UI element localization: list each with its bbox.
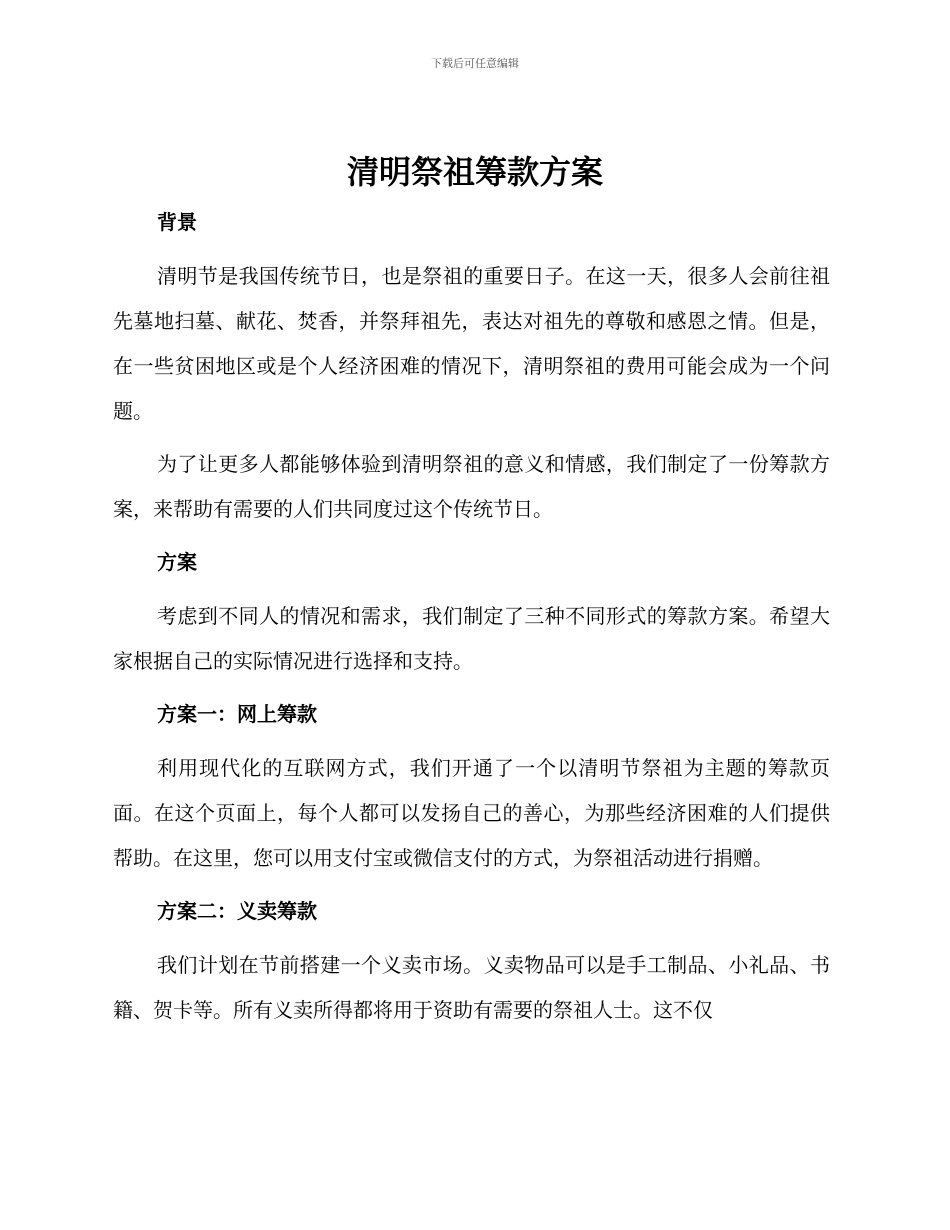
- paragraph: 利用现代化的互联网方式，我们开通了一个以清明节祭祖为主题的筹款页面。在这个页面上，每个人都可以发扬自己的善心，为那些经济困难的人们提供帮助。在这里，您可以用支付宝或微信支付的方式，为祭祖活动进行捐赠。: [113, 756, 830, 870]
- section-background: [113, 200, 830, 532]
- paragraph: 我们计划在节前搭建一个义卖市场。义卖物品可以是手工制品、小礼品、书籍、贺卡等。所有义卖所得都将用于资助有需要的祭祖人士。这不仅: [113, 953, 830, 1022]
- section-heading: 背景: [157, 210, 197, 234]
- document-title: 清明祭祖筹款方案: [346, 153, 603, 191]
- section-heading: 方案二：义卖筹款: [157, 899, 317, 923]
- paragraph: 考虑到不同人的情况和需求，我们制定了三种不同形式的筹款方案。希望大家根据自己的实际情况进行选择和支持。: [113, 604, 830, 673]
- document-body: [113, 200, 830, 1033]
- section-plan: [113, 540, 830, 684]
- section-heading: 方案: [157, 550, 197, 574]
- section-heading: 方案一：网上筹款: [157, 702, 317, 726]
- section-plan-two: [113, 889, 830, 1033]
- section-plan-one: [113, 692, 830, 881]
- page-header-note: 下载后可任意编辑: [431, 57, 519, 70]
- paragraph: 为了让更多人都能够体验到清明祭祖的意义和情感，我们制定了一份筹款方案，来帮助有需要的人们共同度过这个传统节日。: [113, 452, 830, 521]
- paragraph: 清明节是我国传统节日，也是祭祖的重要日子。在这一天，很多人会前往祖先墓地扫墓、献花、焚香，并祭拜祖先，表达对祖先的尊敬和感恩之情。但是，在一些贫困地区或是个人经济困难的情况下，清明祭祖的费用可能会成为一个问题。: [113, 264, 830, 423]
